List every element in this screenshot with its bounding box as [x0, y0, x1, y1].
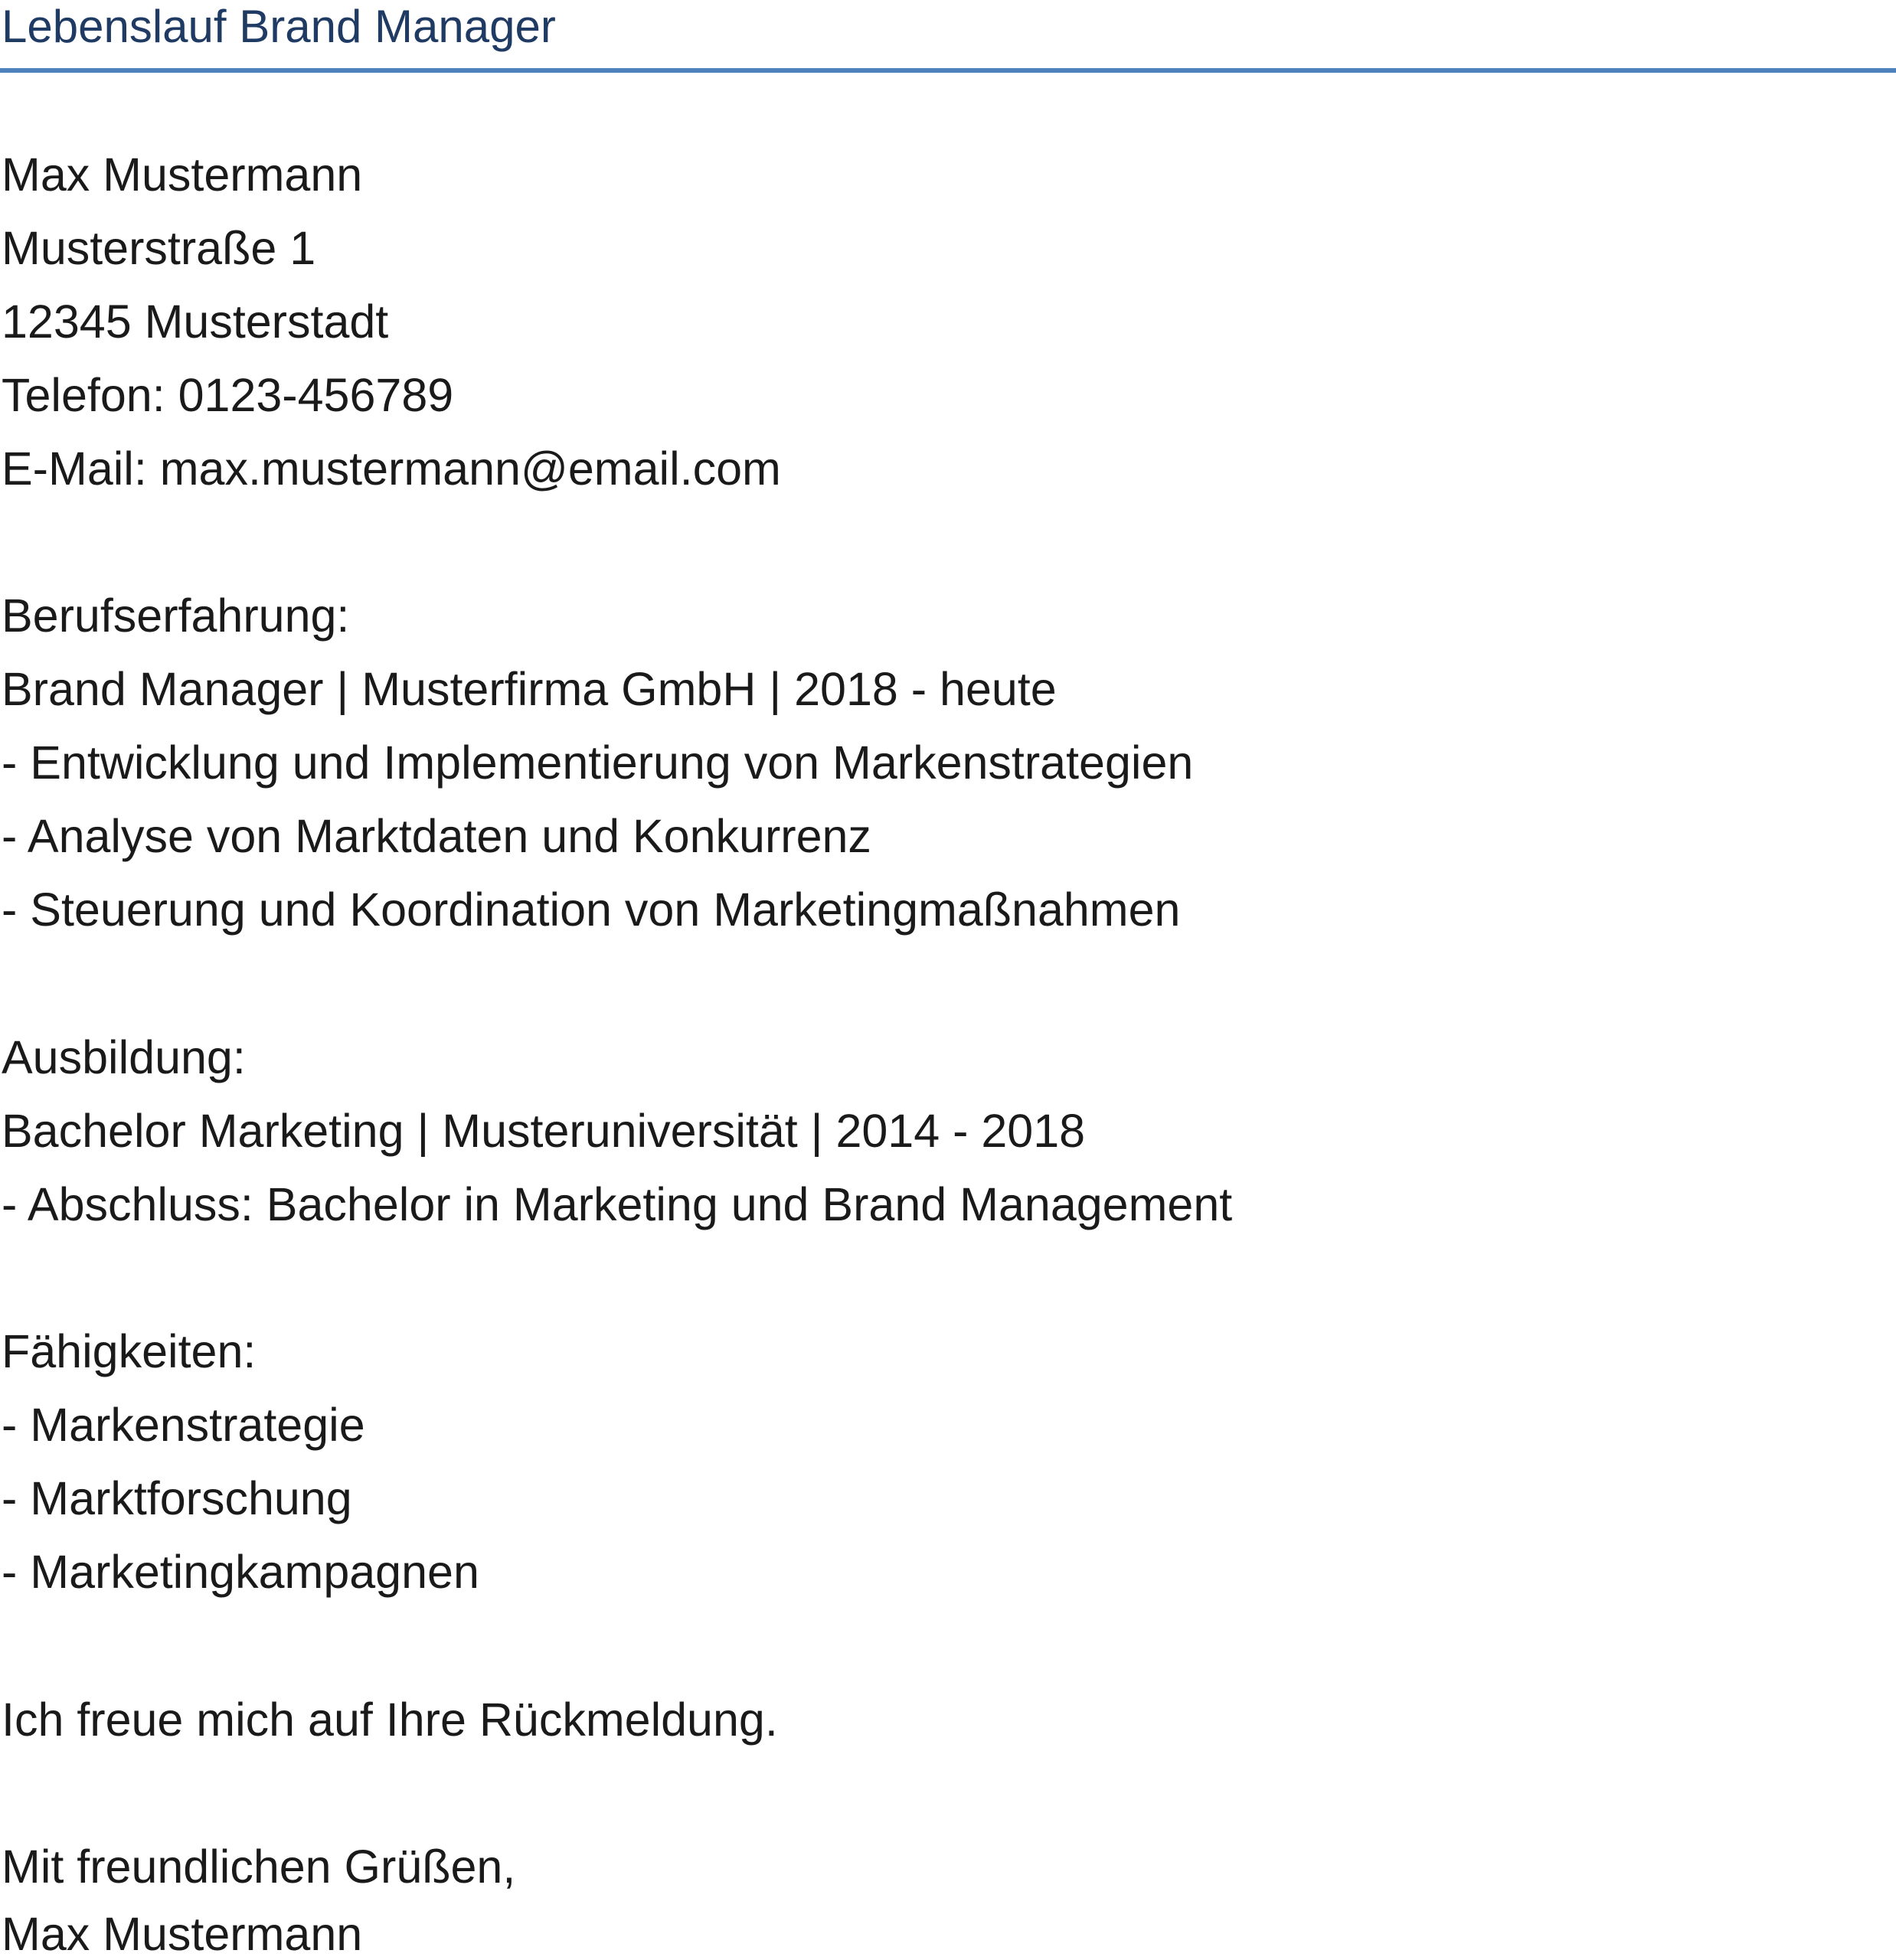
- closing-sentence: Ich freue mich auf Ihre Rückmeldung.: [2, 1694, 778, 1746]
- education-degree: Bachelor Marketing | Musteruniversität | 2014 - 2018: [2, 1105, 1086, 1157]
- closing-salutation: Mit freundlichen Grüßen,: [2, 1841, 516, 1893]
- contact-street: Musterstraße 1: [2, 222, 316, 274]
- education-heading: Ausbildung:: [2, 1031, 246, 1083]
- skills-item: - Marketingkampagnen: [2, 1546, 479, 1598]
- skills-item: - Markenstrategie: [2, 1399, 365, 1451]
- experience-position: Brand Manager | Musterfirma GmbH | 2018 - heute: [2, 663, 1057, 715]
- experience-bullet: - Entwicklung und Implementierung von Markenstrategien: [2, 737, 1194, 789]
- experience-bullet: - Steuerung und Koordination von Marketingmaßnahmen: [2, 884, 1181, 936]
- experience-heading: Berufserfahrung:: [2, 590, 350, 642]
- contact-phone: Telefon: 0123-456789: [2, 369, 454, 421]
- title-divider: [0, 68, 1896, 73]
- skills-heading: Fähigkeiten:: [2, 1325, 257, 1377]
- contact-name: Max Mustermann: [2, 149, 363, 201]
- education-bullet: - Abschluss: Bachelor in Marketing und Brand Management: [2, 1178, 1233, 1230]
- experience-bullet: - Analyse von Marktdaten und Konkurrenz: [2, 810, 871, 862]
- closing-signature: Max Mustermann: [2, 1908, 363, 1960]
- contact-city: 12345 Musterstadt: [2, 296, 389, 348]
- skills-item: - Marktforschung: [2, 1472, 352, 1524]
- document-title: Lebenslauf Brand Manager: [2, 1, 556, 52]
- contact-email: E-Mail: max.mustermann@email.com: [2, 443, 781, 495]
